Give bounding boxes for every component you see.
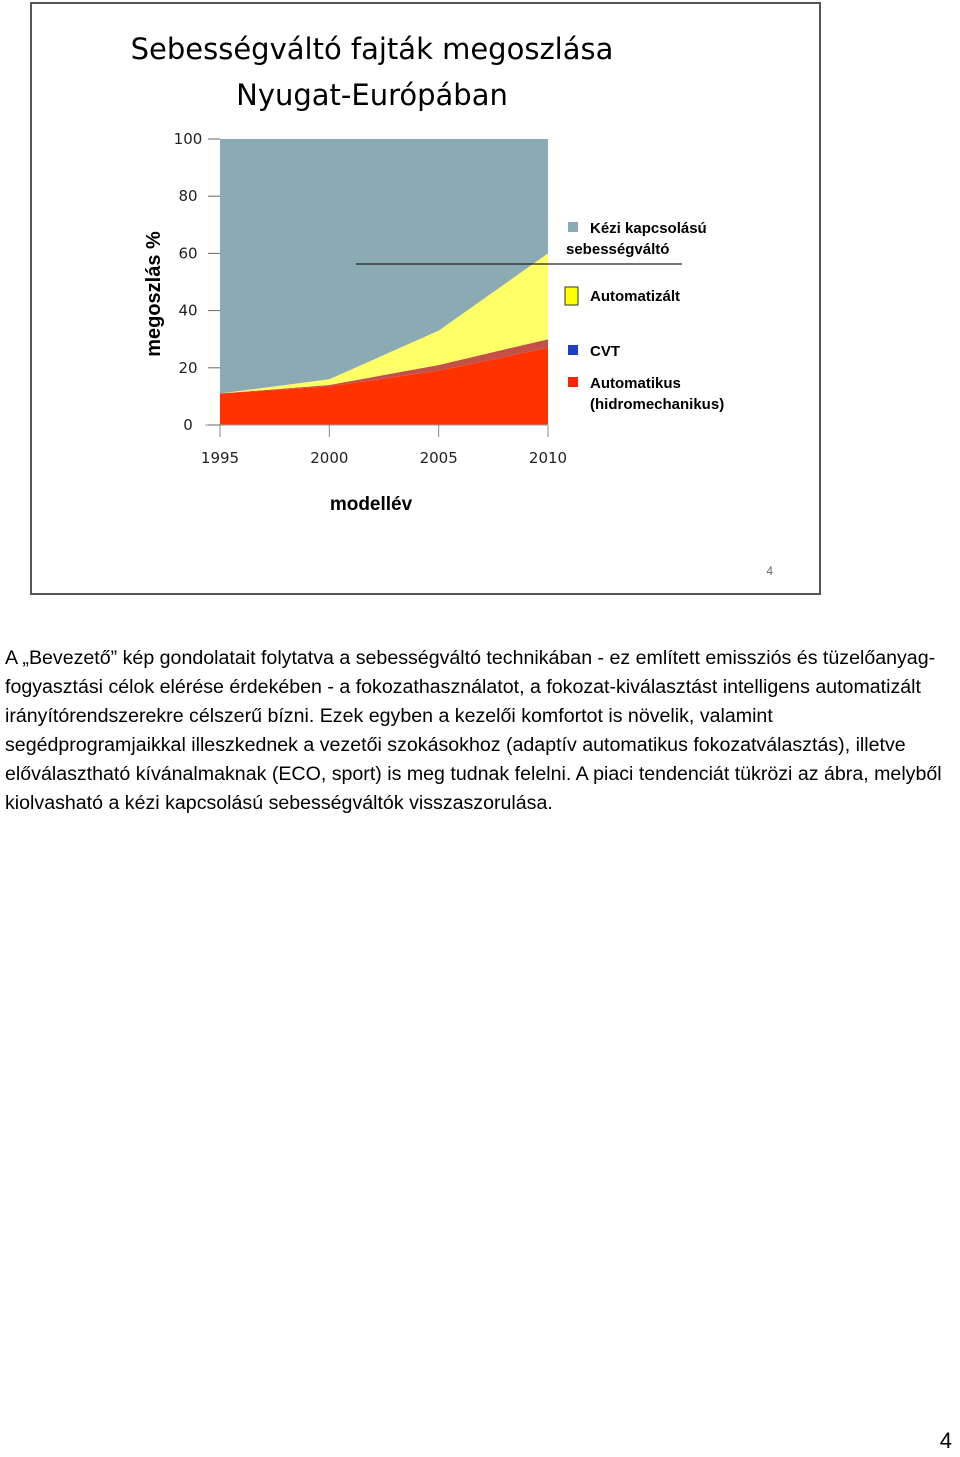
legend-label-0-0: Kézi kapcsolású: [590, 220, 707, 237]
legend-label-0-1: sebességváltó: [566, 241, 670, 258]
legend-swatch-3: [568, 377, 578, 387]
distribution-chart: [32, 4, 819, 593]
legend-label-2-0: CVT: [590, 343, 620, 360]
y-tick-label-4: 80: [178, 187, 198, 206]
y-axis-label: megoszlás %: [143, 231, 165, 357]
x-tick-label-1: 2000: [310, 449, 349, 467]
x-tick-label-2: 2005: [419, 449, 458, 467]
y-tick-label-0: 0: [183, 416, 193, 434]
legend-label-1-0: Automatizált: [590, 288, 680, 305]
body-paragraph: A „Bevezető” kép gondolatait folytatva a sebességváltó technikában - ez említett emissziós és tüzelőanyag-fogyasztási célok elérése érdekében - a fokozathasználatot, a fokozat-kiválasztást intelligens automatizált irányítórendszerekre célszerű bízni. Ezek egyben a kezelői komfortot is növelik, valamint segédprogramjaikkal illeszkednek a vezetői szokásokhoz (adaptív automatikus fokozatválasztás), illetve előválasztható kívánalmaknak (ECO, sport) is meg tudnak felelni. A piaci tendenciát tükrözi az ábra, melyből kiolvasható a kézi kapcsolású sebességváltók visszaszorulása.: [5, 647, 942, 814]
slide-title-line-1: Sebességváltó fajták megoszlása: [130, 32, 614, 66]
y-tick-label-5: 100: [173, 130, 203, 148]
legend-label-3-0: Automatikus: [590, 375, 681, 392]
slide: [30, 2, 821, 595]
x-tick-label-3: 2010: [528, 449, 568, 467]
y-tick-label-3: 60: [178, 244, 198, 263]
x-tick-label-0: 1995: [200, 449, 240, 467]
legend-swatch-1: [565, 287, 578, 305]
legend-swatch-2: [568, 345, 578, 355]
y-tick-label-1: 20: [178, 358, 198, 377]
x-axis-label: modellév: [329, 494, 413, 515]
legend-label-3-1: (hidromechanikus): [590, 396, 725, 413]
slide-number: 4: [766, 564, 773, 578]
legend-swatch-0: [568, 222, 578, 232]
y-tick-label-2: 40: [178, 301, 198, 320]
slide-title-line-2: Nyugat-Európában: [236, 78, 508, 112]
page-number: 4: [939, 1428, 952, 1453]
